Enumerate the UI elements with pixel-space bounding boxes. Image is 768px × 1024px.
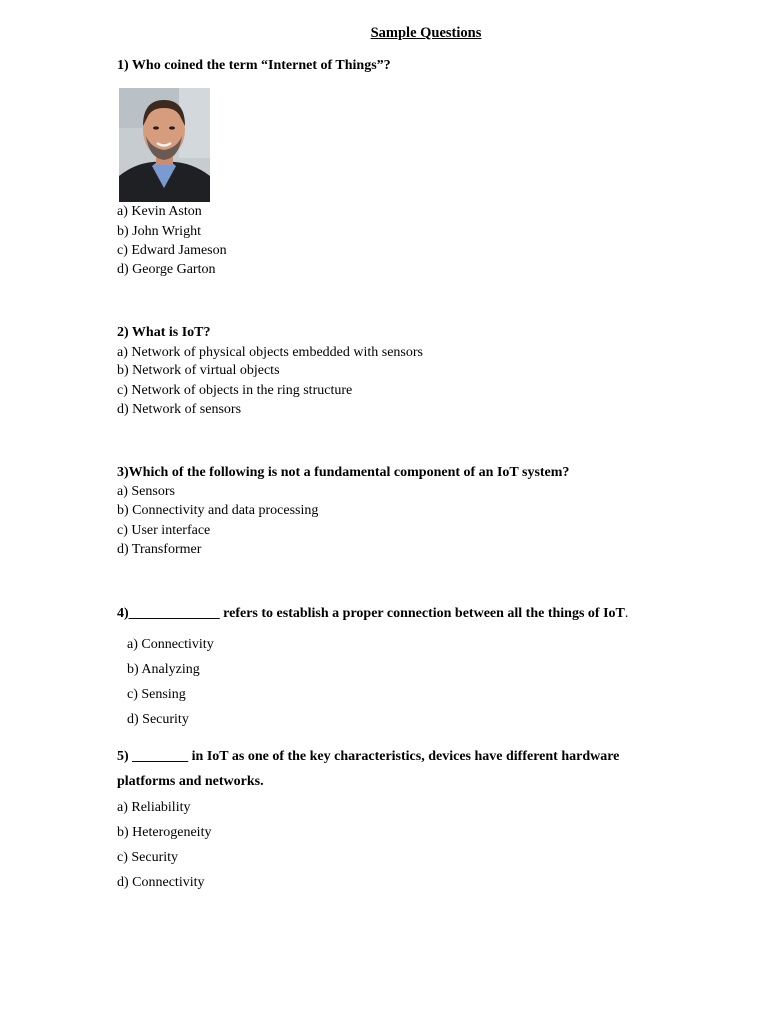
q3-option-c: c) User interface: [117, 523, 211, 538]
portrait-photo: [119, 88, 210, 202]
portrait-image: [119, 88, 210, 202]
question-4-period: .: [624, 606, 629, 621]
q4-option-d: d) Security: [127, 712, 189, 727]
q5-option-b: b) Heterogeneity: [117, 825, 212, 840]
q2-option-a: a) Network of physical objects embedded with sensors: [117, 345, 423, 360]
q1-option-c: c) Edward Jameson: [117, 243, 227, 258]
question-5-text-line2: platforms and networks.: [117, 774, 264, 789]
q2-option-c: c) Network of objects in the ring structure: [117, 383, 353, 398]
q1-option-d: d) George Garton: [117, 262, 216, 277]
question-4-stem: 4)_____________ refers to establish a proper connection between all the things of IoT: [117, 606, 625, 621]
question-1-text: 1) Who coined the term “Internet of Things”?: [117, 58, 391, 73]
q1-option-b: b) John Wright: [117, 224, 201, 239]
q3-option-b: b) Connectivity and data processing: [117, 503, 319, 518]
question-3-text: 3)Which of the following is not a fundamental component of an IoT system?: [117, 465, 570, 480]
q1-option-a: a) Kevin Aston: [117, 204, 202, 219]
q4-option-a: a) Connectivity: [127, 637, 214, 652]
q5-option-c: c) Security: [117, 850, 179, 865]
q3-option-d: d) Transformer: [117, 542, 202, 557]
q2-option-d: d) Network of sensors: [117, 402, 242, 417]
question-5-text-line1: 5) ________ in IoT as one of the key characteristics, devices have different hardware: [117, 749, 620, 764]
q3-option-a: a) Sensors: [117, 484, 175, 499]
q4-option-c: c) Sensing: [127, 687, 186, 702]
q4-option-b: b) Analyzing: [127, 662, 200, 677]
q2-option-b: b) Network of virtual objects: [117, 363, 280, 378]
page-title: Sample Questions: [370, 25, 482, 41]
q5-option-a: a) Reliability: [117, 800, 191, 815]
question-2-text: 2) What is IoT?: [117, 325, 211, 340]
question-4-text: [117, 605, 628, 623]
q5-option-d: d) Connectivity: [117, 875, 205, 890]
